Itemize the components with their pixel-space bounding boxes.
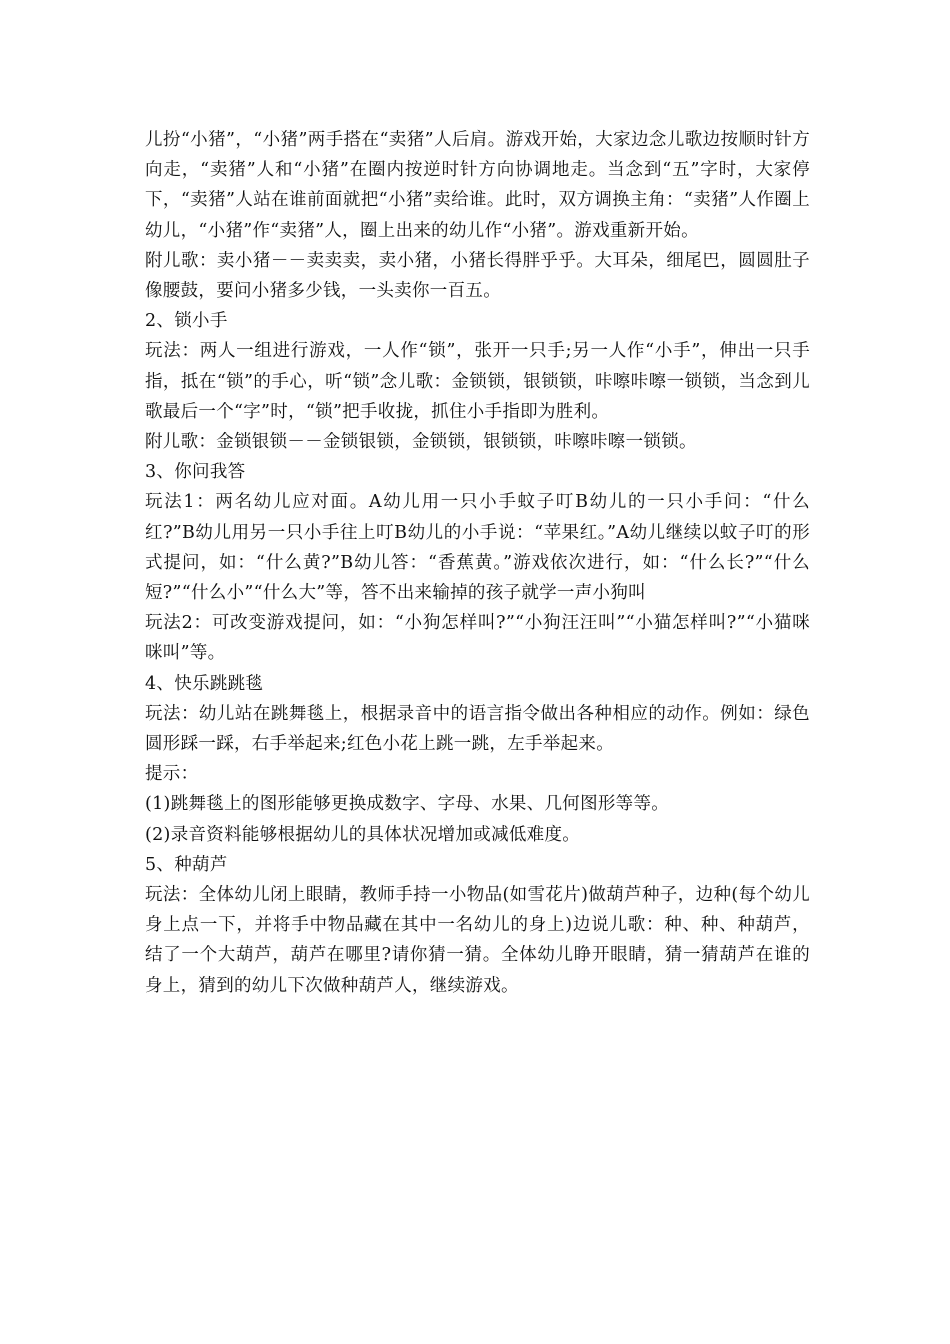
heading-lock-hand: 2、锁小手 <box>145 311 228 332</box>
paragraph-lock-rhyme: 附儿歌：金锁银锁－－金锁银锁，金锁锁，银锁锁，咔嚓咔嚓一锁锁。 <box>145 432 697 453</box>
heading-plant-gourd: 5、种葫芦 <box>145 854 228 875</box>
paragraph-plant-gourd-rules: 玩法：全体幼儿闭上眼睛，教师手持一小物品(如雪花片)做葫芦种子，边种(每个幼儿身上点一下，并将手中物品藏在其中一名幼儿的身上)边说儿歌：种、种、种葫芦，结了一个大葫芦，葫芦在哪里?请你猜一猜。全体幼儿睁开眼睛，猜一猜葫芦在谁的身上，猜到的幼儿下次做种葫芦人，继续游戏。 <box>145 885 810 996</box>
heading-tips: 提示： <box>145 764 199 785</box>
paragraph-qa-rules-2: 玩法2：可改变游戏提问，如：“小狗怎样叫?”“小狗汪汪叫”“小猫怎样叫?”“小猫咪咪叫”等。 <box>145 613 810 664</box>
paragraph-pig-game-rules: 儿扮“小猪”，“小猪”两手搭在“卖猪”人后肩。游戏开始，大家边念儿歌边按顺时针方向走，“卖猪”人和“小猪”在圈内按逆时针方向协调地走。当念到“五”字时，大家停下，“卖猪”人站在谁前面就把“小猪”卖给谁。此时，双方调换主角：“卖猪”人作圈上幼儿，“小猪”作“卖猪”人，圈上出来的幼儿作“小猪”。游戏重新开始。 <box>145 130 810 241</box>
paragraph-tip-1: (1)跳舞毯上的图形能够更换成数字、字母、水果、几何图形等等。 <box>145 794 670 815</box>
paragraph-tip-2: (2)录音资料能够根据幼儿的具体状况增加或减低难度。 <box>145 824 581 845</box>
paragraph-qa-rules-1: 玩法1：两名幼儿应对面。A幼儿用一只小手蚊子叮B幼儿的一只小手问：“什么红?”B幼儿用另一只小手往上叮B幼儿的小手说：“苹果红。”A幼儿继续以蚊子叮的形式提问，如：“什么黄?”B幼儿答：“香蕉黄。”游戏依次进行，如：“什么长?”“什么短?”“什么小”“什么大”等，答不出来输掉的孩子就学一声小狗叫 <box>145 492 810 604</box>
document-body <box>145 125 810 1001</box>
paragraph-lock-hand-rules: 玩法：两人一组进行游戏，一人作“锁”，张开一只手;另一人作“小手”，伸出一只手指，抵在“锁”的手心，听“锁”念儿歌：金锁锁，银锁锁，咔嚓咔嚓一锁锁，当念到儿歌最后一个“字”时，“锁”把手收拢，抓住小手指即为胜利。 <box>145 341 810 422</box>
heading-dance-mat: 4、快乐跳跳毯 <box>145 673 264 694</box>
paragraph-dance-mat-rules: 玩法：幼儿站在跳舞毯上，根据录音中的语言指令做出各种相应的动作。例如：绿色圆形踩一踩，右手举起来;红色小花上跳一跳，左手举起来。 <box>145 703 810 755</box>
heading-question-answer: 3、你问我答 <box>145 462 246 483</box>
paragraph-pig-rhyme: 附儿歌：卖小猪－－卖卖卖，卖小猪，小猪长得胖乎乎。大耳朵，细尾巴，圆圆肚子像腰鼓，要问小猪多少钱，一头卖你一百五。 <box>145 250 810 302</box>
